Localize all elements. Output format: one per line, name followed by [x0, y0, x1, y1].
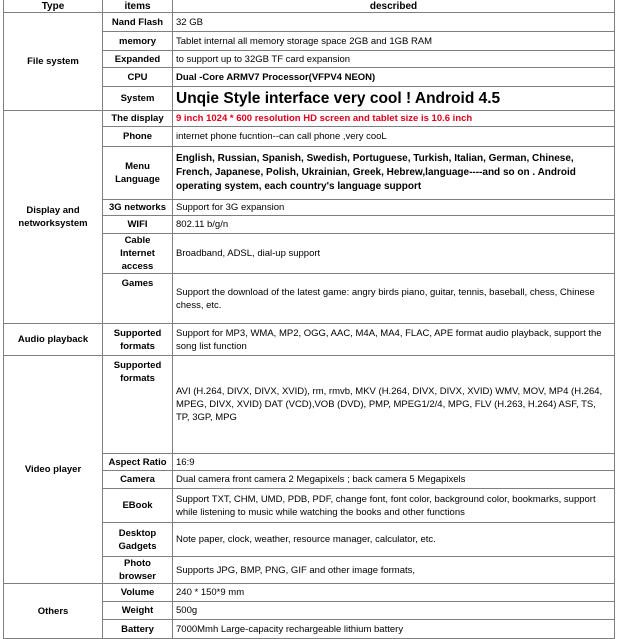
item-description: Broadband, ADSL, dial-up support	[173, 234, 615, 274]
header-row	[4, 0, 615, 13]
item-description: 802.11 b/g/n	[173, 216, 615, 234]
item-description: Supports JPG, BMP, PNG, GIF and other image formats,	[173, 557, 615, 584]
header-items: items	[103, 0, 173, 13]
item-label: EBook	[103, 489, 173, 523]
item-description: Dual camera front camera 2 Megapixels ; back camera 5 Megapixels	[173, 471, 615, 489]
item-description: Support for 3G expansion	[173, 200, 615, 216]
item-description: Tablet internal all memory storage space 2GB and 1GB RAM	[173, 32, 615, 51]
item-description: AVI (H.264, DIVX, DIVX, XVID), rm, rmvb, MKV (H.264, DIVX, DIVX, XVID) WMV, MOV, MP4 (H.264, MPEG, DIVX, XVID) DAT (VCD),VOB (DVD), PMP, MPEG1/2/4, MPG, FLV (H.263, H.264) ASF, TS, TP, 3GP, MPG	[173, 356, 615, 454]
item-description: Unqie Style interface very cool ! Android 4.5	[173, 87, 615, 111]
item-label: Nand Flash	[103, 13, 173, 32]
item-label: The display	[103, 111, 173, 127]
item-label: CPU	[103, 68, 173, 87]
item-label: Menu Language	[103, 147, 173, 200]
item-label: Photo browser	[103, 557, 173, 584]
table-row	[4, 13, 615, 32]
item-label: Volume	[103, 584, 173, 602]
item-label: Games	[103, 274, 173, 324]
table-row	[4, 324, 615, 356]
item-description: Dual -Core ARMV7 Processor(VFPV4 NEON)	[173, 68, 615, 87]
item-description: 16:9	[173, 454, 615, 471]
group-video: Video player	[4, 356, 103, 584]
item-label: Weight	[103, 602, 173, 620]
item-description: Support TXT, CHM, UMD, PDB, PDF, change font, font color, background color, bookmarks, support while listening to music while watching the books and other functions	[173, 489, 615, 523]
item-label: Supported formats	[103, 324, 173, 356]
item-label: 3G networks	[103, 200, 173, 216]
item-description: Support for MP3, WMA, MP2, OGG, AAC, M4A, MA4, FLAC, APE format audio playback, support the song list function	[173, 324, 615, 356]
item-description: Support the download of the latest game: angry birds piano, guitar, tennis, baseball, chess, Chinese chess, etc.	[173, 274, 615, 324]
item-description: 9 inch 1024 * 600 resolution HD screen and tablet size is 10.6 inch	[173, 111, 615, 127]
item-description: 7000Mmh Large-capacity rechargeable lithium battery	[173, 620, 615, 639]
header-type: Type	[4, 0, 103, 13]
item-description: internet phone fucntion--can call phone ,very cooL	[173, 127, 615, 147]
table-row	[4, 111, 615, 127]
table-row	[4, 584, 615, 602]
item-label: Aspect Ratio	[103, 454, 173, 471]
item-label: Camera	[103, 471, 173, 489]
group-others: Others	[4, 584, 103, 639]
item-label: Battery	[103, 620, 173, 639]
item-label: Cable Internet access	[103, 234, 173, 274]
header-described: described	[173, 0, 615, 13]
item-description: 240 * 150*9 mm	[173, 584, 615, 602]
group-display: Display and networksystem	[4, 111, 103, 324]
item-label: Phone	[103, 127, 173, 147]
item-label: Desktop Gadgets	[103, 523, 173, 557]
item-description: Note paper, clock, weather, resource manager, calculator, etc.	[173, 523, 615, 557]
group-audio: Audio playback	[4, 324, 103, 356]
item-label: memory	[103, 32, 173, 51]
spec-table	[3, 0, 615, 639]
item-label: Supported formats	[103, 356, 173, 454]
table-row	[4, 356, 615, 454]
item-label: System	[103, 87, 173, 111]
item-label: Expanded	[103, 51, 173, 68]
group-file-system: File system	[4, 13, 103, 111]
item-description: 500g	[173, 602, 615, 620]
item-description: English, Russian, Spanish, Swedish, Portuguese, Turkish, Italian, German, Chinese, French, Japanese, Polish, Ukrainian, Greek, Hebrew,language----and so on . Android operating system, each country's language support	[173, 147, 615, 200]
item-label: WIFI	[103, 216, 173, 234]
item-description: to support up to 32GB TF card expansion	[173, 51, 615, 68]
item-description: 32 GB	[173, 13, 615, 32]
